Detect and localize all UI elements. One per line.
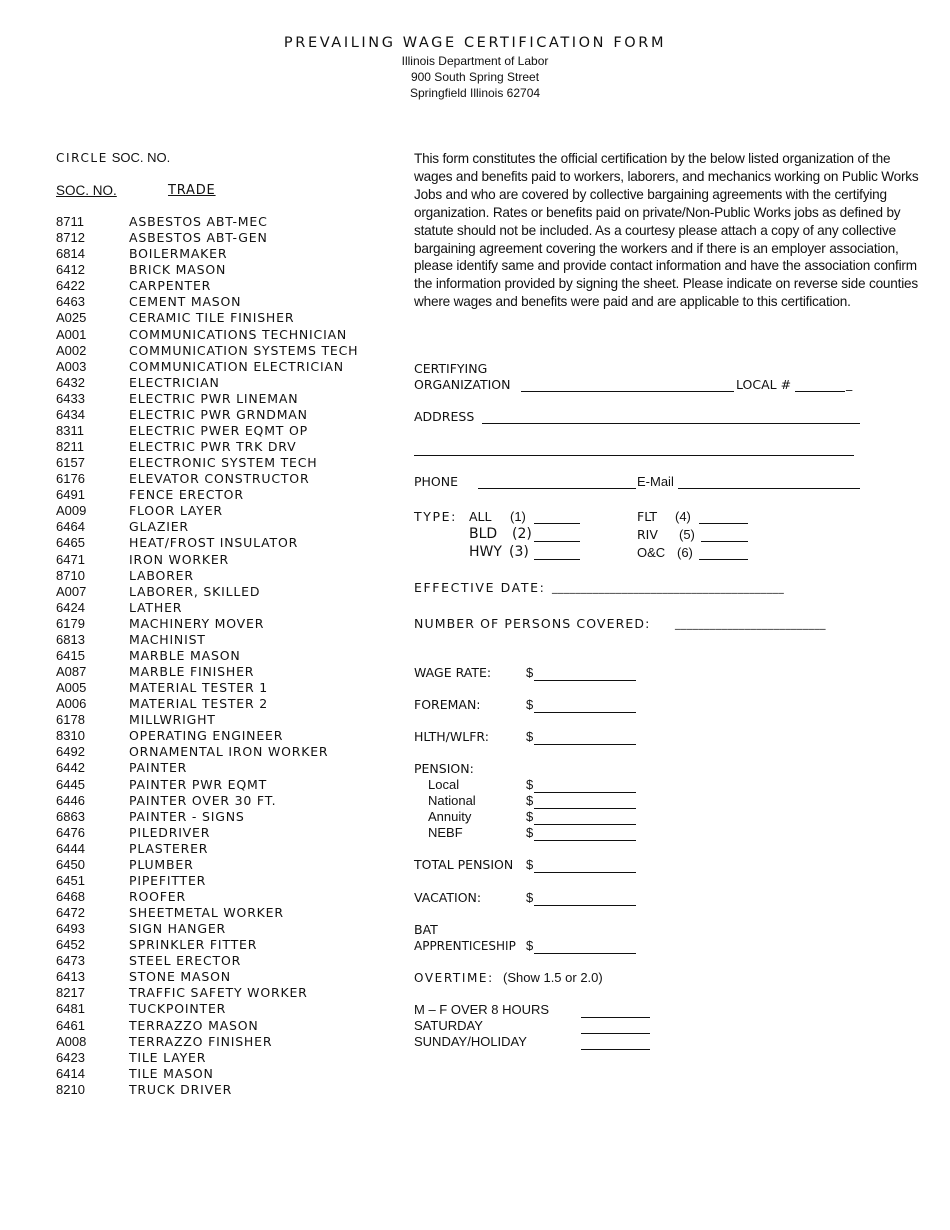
trade-name: LABORER	[129, 567, 194, 583]
trade-name: MARBLE MASON	[129, 647, 241, 663]
trade-name: ELECTRIC PWR TRK DRV	[129, 439, 297, 454]
trade-name: ASBESTOS ABT-MEC	[129, 214, 268, 229]
pension-local-label: Local	[428, 777, 460, 792]
pension-label: PENSION:	[414, 761, 474, 776]
agency-city: Springfield Illinois 62704	[409, 86, 541, 100]
soc-code: 6464	[56, 519, 85, 535]
trade-name: CERAMIC TILE FINISHER	[129, 310, 295, 326]
soc-code: 6461	[56, 1017, 85, 1033]
soc-code: A006	[56, 696, 87, 712]
soc-code: 6434	[56, 406, 85, 422]
overtime-label: OVERTIME:	[414, 971, 494, 985]
trade-name: ELECTRIC PWR LINEMAN	[129, 390, 299, 406]
soc-code: 6414	[56, 1065, 85, 1081]
trade-name: ELEVATOR CONSTRUCTOR	[129, 471, 310, 487]
trade-name: TILE MASON	[129, 1065, 214, 1081]
soc-code: 6863	[56, 808, 85, 824]
soc-code: 6452	[56, 937, 85, 953]
soc-code: 6179	[56, 615, 85, 631]
vacation-label: VACATION:	[414, 890, 482, 905]
agency-street: 900 South Spring Street	[410, 70, 540, 84]
trade-name: TUCKPOINTER	[129, 1001, 227, 1017]
soc-code: 6481	[56, 1001, 85, 1017]
hlth-wlfr-label: HLTH/WLFR:	[414, 729, 489, 744]
hlth-wlfr-field[interactable]	[534, 744, 636, 745]
trade-name: TERRAZZO MASON	[129, 1017, 259, 1033]
phone-label: PHONE	[414, 474, 459, 489]
trade-name: ELECTRONIC SYSTEM TECH	[129, 455, 318, 471]
soc-code: 8712	[56, 230, 85, 246]
soc-code: 6476	[56, 824, 85, 840]
overtime-note: (Show 1.5 or 2.0)	[503, 970, 603, 985]
pension-annuity-dollar: $	[526, 809, 534, 824]
trade-name: BOILERMAKER	[129, 246, 228, 262]
total-pension-dollar: $	[526, 857, 534, 872]
trade-name: PAINTER	[129, 760, 188, 776]
type-bld-label: BLD	[469, 526, 498, 542]
trade-name: CEMENT MASON	[129, 294, 242, 310]
trade-name: IRON WORKER	[129, 551, 229, 567]
intro-paragraph: This form constitutes the official certification by the below listed organization of the wages and benefits paid to workers, laborers, and mechanics working on Public Works Jobs and who are covered by collective bargaining agreements with the certifying organization. Rates or benefits paid on private/Non-Public Works jobs as defined by statute should not be included. As a courtesy please attach a copy of any collective bargaining agreement covering the workers and if there is an employer association, please identify same and provide contact information and have the association confirm the information provided by signing the sheet. Please indicate on reverse side counties where wages and benefits were paid and are applicable to this certification.	[414, 151, 919, 310]
soc-code: A002	[56, 342, 87, 358]
soc-code: 6813	[56, 631, 85, 647]
ot-saturday-field[interactable]	[581, 1033, 650, 1034]
soc-code: A003	[56, 358, 87, 374]
soc-code: A025	[56, 310, 87, 326]
type-all-field[interactable]	[534, 523, 580, 524]
trade-name: ELECTRIC PWR GRNDMAN	[129, 406, 308, 422]
trade-name: MACHINIST	[129, 631, 206, 647]
email-label: E-Mail	[637, 474, 674, 489]
soc-code: 6472	[56, 905, 85, 920]
soc-no-word: SOC. NO.	[111, 150, 171, 165]
type-hwy-number: (3)	[509, 544, 529, 560]
wage-rate-label: WAGE RATE:	[414, 665, 492, 680]
trade-name: PLUMBER	[129, 856, 194, 872]
foreman-dollar: $	[526, 697, 534, 712]
foreman-field[interactable]	[534, 712, 636, 713]
trade-name: STEEL ERECTOR	[129, 953, 242, 969]
type-flt-number: (4)	[675, 509, 691, 524]
type-oc-label: O&C	[637, 545, 666, 560]
bat-label: BAT	[414, 922, 438, 937]
local-field-tail: _	[846, 376, 853, 391]
soc-code: A007	[56, 583, 87, 599]
trade-name: PLASTERER	[129, 840, 209, 856]
trade-name: MILLWRIGHT	[129, 712, 216, 728]
trade-name: BRICK MASON	[129, 262, 227, 278]
type-hwy-field[interactable]	[534, 559, 580, 560]
trade-name: MACHINERY MOVER	[129, 615, 265, 631]
type-flt-field[interactable]	[699, 523, 748, 524]
local-label: LOCAL #	[736, 377, 792, 392]
apprenticeship-field[interactable]	[534, 953, 636, 954]
soc-code: 6471	[56, 551, 85, 567]
soc-code: 6433	[56, 390, 85, 406]
foreman-label: FOREMAN:	[414, 697, 481, 712]
soc-code: 6473	[56, 953, 85, 969]
total-pension-label: TOTAL PENSION	[414, 857, 514, 872]
soc-code: 8311	[56, 422, 84, 438]
soc-code: 6415	[56, 647, 85, 663]
trade-name: ORNAMENTAL IRON WORKER	[129, 744, 329, 760]
ot-sunday-label: SUNDAY/HOLIDAY	[414, 1034, 527, 1049]
soc-code: A009	[56, 503, 87, 519]
soc-code: 6412	[56, 262, 85, 278]
pension-nebf-field[interactable]	[534, 840, 636, 841]
trade-name: PAINTER - SIGNS	[129, 808, 245, 824]
wage-rate-dollar: $	[526, 665, 534, 680]
pension-local-dollar: $	[526, 777, 534, 792]
trade-name: TERRAZZO FINISHER	[129, 1033, 273, 1049]
col-header-soc: SOC. NO.	[56, 183, 117, 198]
agency-name: Illinois Department of Labor	[401, 54, 549, 68]
soc-code: 6491	[56, 487, 85, 503]
soc-code: 8310	[56, 728, 85, 744]
trade-name: TRAFFIC SAFETY WORKER	[129, 985, 308, 1001]
soc-code: 6432	[56, 374, 85, 390]
pension-nebf-label: NEBF	[428, 825, 463, 840]
vacation-dollar: $	[526, 890, 534, 905]
trade-name: COMMUNICATION ELECTRICIAN	[129, 358, 344, 374]
persons-covered-field[interactable]: __________________________	[675, 617, 826, 630]
type-bld-field[interactable]	[534, 541, 580, 542]
soc-code: A001	[56, 326, 87, 342]
soc-code: 6446	[56, 792, 85, 808]
type-label: TYPE:	[414, 509, 457, 524]
trade-name: HEAT/FROST INSULATOR	[129, 535, 299, 551]
soc-code: 6451	[56, 872, 85, 888]
soc-code: 6814	[56, 246, 85, 262]
trade-name: SHEETMETAL WORKER	[129, 905, 284, 920]
pension-national-field[interactable]	[534, 808, 636, 809]
trade-name: ASBESTOS ABT-GEN	[129, 230, 268, 246]
type-riv-number: (5)	[679, 527, 695, 542]
type-oc-number: (6)	[677, 545, 693, 560]
soc-code: 6465	[56, 535, 85, 551]
soc-code: 6413	[56, 969, 85, 985]
ot-weekday-field[interactable]	[581, 1017, 650, 1018]
trade-name: CARPENTER	[129, 278, 212, 294]
email-field[interactable]	[678, 488, 860, 489]
form-header	[0, 34, 950, 101]
effective-date-field[interactable]: ________________________________________	[552, 581, 784, 594]
soc-code: 8217	[56, 985, 85, 1001]
trade-name: ROOFER	[129, 888, 186, 904]
total-pension-field[interactable]	[534, 872, 636, 873]
soc-code: 8710	[56, 567, 85, 583]
soc-code: 6422	[56, 278, 85, 294]
type-hwy-label: HWY	[469, 544, 502, 560]
trade-name: STONE MASON	[129, 969, 231, 985]
soc-code: 6176	[56, 471, 85, 487]
soc-code: 8210	[56, 1081, 85, 1097]
soc-code: 8211	[56, 439, 84, 454]
trade-name: PAINTER PWR EQMT	[129, 776, 268, 792]
trade-name: MARBLE FINISHER	[129, 664, 255, 679]
trade-name: OPERATING ENGINEER	[129, 728, 284, 744]
vacation-field[interactable]	[534, 905, 636, 906]
soc-code: A005	[56, 680, 87, 695]
trade-name: PAINTER OVER 30 FT.	[129, 792, 277, 808]
trade-name: TILE LAYER	[129, 1049, 207, 1065]
pension-annuity-field[interactable]	[534, 824, 636, 825]
trade-name: FLOOR LAYER	[129, 503, 223, 519]
pension-local-field[interactable]	[534, 792, 636, 793]
type-all-label: ALL	[469, 509, 492, 524]
apprenticeship-label: APPRENTICESHIP	[414, 939, 516, 953]
circle-word: CIRCLE	[56, 151, 108, 165]
trade-name: SIGN HANGER	[129, 921, 227, 937]
circle-soc-label	[56, 150, 170, 165]
effective-date-label: EFFECTIVE DATE:	[414, 580, 546, 595]
type-flt-label: FLT	[637, 509, 658, 524]
soc-code: A008	[56, 1033, 87, 1049]
type-bld-number: (2)	[512, 526, 532, 542]
trade-name: COMMUNICATION SYSTEMS TECH	[129, 342, 359, 358]
trade-name: COMMUNICATIONS TECHNICIAN	[129, 326, 348, 342]
trade-name: ELECTRICIAN	[129, 374, 220, 390]
col-header-trade: TRADE	[168, 183, 216, 198]
soc-code: 6492	[56, 744, 85, 760]
trade-name: ELECTRIC PWER EQMT OP	[129, 422, 308, 438]
address-field-line2[interactable]	[414, 455, 854, 456]
soc-code: 6468	[56, 888, 85, 904]
ot-weekday-label: M – F OVER 8 HOURS	[414, 1002, 550, 1017]
soc-code: 6445	[56, 776, 85, 792]
type-riv-field[interactable]	[701, 541, 748, 542]
trade-name: LABORER, SKILLED	[129, 583, 261, 599]
trade-name: LATHER	[129, 599, 183, 615]
type-oc-field[interactable]	[699, 559, 748, 560]
trade-name: TRUCK DRIVER	[129, 1081, 233, 1097]
organization-field[interactable]	[521, 391, 734, 392]
soc-code: 6157	[56, 455, 85, 471]
soc-code: 6444	[56, 840, 85, 856]
soc-code: 6424	[56, 599, 85, 615]
hlth-wlfr-dollar: $	[526, 729, 534, 744]
organization-label: ORGANIZATION	[414, 377, 511, 392]
phone-field[interactable]	[478, 488, 636, 489]
form-title: PREVAILING WAGE CERTIFICATION FORM	[283, 35, 667, 51]
trade-name: SPRINKLER FITTER	[129, 937, 258, 953]
certifying-label: CERTIFYING	[414, 361, 488, 376]
trade-name: FENCE ERECTOR	[129, 487, 244, 503]
persons-covered-label: NUMBER OF PERSONS COVERED:	[414, 616, 651, 631]
soc-code: 6493	[56, 921, 85, 937]
type-riv-label: RIV	[637, 527, 658, 542]
trade-name: MATERIAL TESTER 2	[129, 696, 268, 712]
trade-name: PIPEFITTER	[129, 872, 207, 888]
trade-name: MATERIAL TESTER 1	[129, 680, 268, 695]
pension-national-label: National	[428, 793, 476, 808]
trade-name: GLAZIER	[129, 519, 189, 535]
pension-annuity-label: Annuity	[428, 809, 472, 824]
soc-code: 8711	[56, 214, 84, 229]
type-all-number: (1)	[510, 509, 526, 524]
soc-code: 6463	[56, 294, 85, 310]
ot-saturday-label: SATURDAY	[414, 1018, 483, 1033]
soc-code: 6450	[56, 856, 85, 872]
soc-code: 6178	[56, 712, 85, 728]
ot-sunday-field[interactable]	[581, 1049, 650, 1050]
address-label: ADDRESS	[414, 409, 475, 424]
soc-code: 6423	[56, 1049, 85, 1065]
trade-name: PILEDRIVER	[129, 824, 211, 840]
apprenticeship-dollar: $	[526, 938, 534, 953]
pension-nebf-dollar: $	[526, 825, 534, 840]
pension-national-dollar: $	[526, 793, 534, 808]
soc-code: A087	[56, 664, 87, 679]
wage-rate-field[interactable]	[534, 680, 636, 681]
soc-code: 6442	[56, 760, 85, 776]
address-field-line1[interactable]	[482, 423, 860, 424]
local-field[interactable]	[795, 391, 845, 392]
